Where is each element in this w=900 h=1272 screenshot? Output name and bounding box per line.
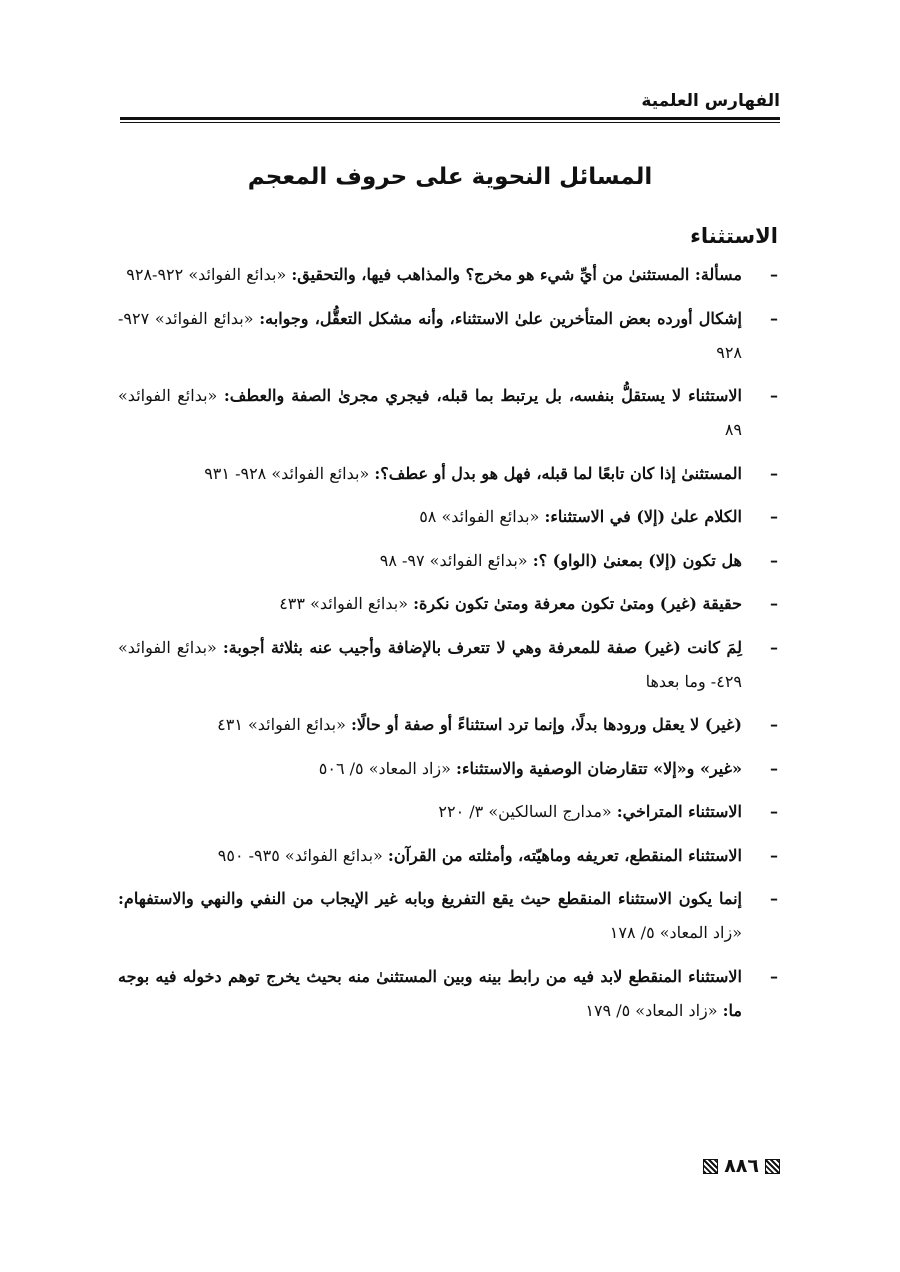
entry-topic: «غير» و«إلا» تتقارضان الوصفية والاستثناء: — [456, 758, 742, 778]
entry-dash: – — [770, 715, 778, 734]
entry-topic: هل تكون (إلا) بمعنىٰ (الواو) ؟: — [532, 550, 742, 570]
entry-reference: «مدارج السالكين» ٣/ ٢٢٠ — [438, 802, 612, 821]
ornament-icon — [703, 1159, 718, 1174]
entry-reference: «زاد المعاد» ٥/ ١٧٩ — [585, 1000, 718, 1020]
entry-reference: «بدائع الفوائد» ٤٣٣ — [279, 594, 408, 613]
entry-reference: «بدائع الفوائد» ٩٢٨- ٩٣١ — [204, 463, 370, 483]
entry-topic: (غير) لا يعقل ورودها بدلًا، وإنما ترد استثناءً أو صفة أو حالًا: — [351, 715, 742, 734]
entry-dash: – — [770, 386, 778, 405]
entry-topic: إشكال أورده بعض المتأخرين علىٰ الاستثناء، وأنه مشكل التعقُّل، وجوابه: — [259, 308, 742, 328]
index-entry — [118, 960, 778, 1028]
entry-reference: «زاد المعاد» ٥/ ١٧٨ — [609, 923, 742, 942]
running-header-title: الفهارس العلمية — [641, 91, 780, 111]
index-entry — [118, 379, 778, 447]
entry-dash: – — [770, 463, 778, 483]
page-title: المسائل النحوية على حروف المعجم — [247, 164, 653, 190]
index-entry — [118, 544, 778, 578]
index-entry — [118, 708, 778, 742]
entry-topic: لِمَ كانت (غير) صفة للمعرفة وهي لا تتعرف بالإضافة وأجيب عنه بثلاثة أجوبة: — [222, 637, 742, 657]
index-entry — [118, 839, 778, 873]
entry-topic: الاستثناء لا يستقلُّ بنفسه، بل يرتبط بما قبله، فيجري مجرىٰ الصفة والعطف: — [223, 386, 743, 405]
section-heading: الاستثناء — [690, 224, 778, 248]
entry-reference: «بدائع الفوائد» ٤٣١ — [217, 715, 346, 734]
entry-topic: المستثنىٰ إذا كان تابعًا لما قبله، فهل هو بدل أو عطف؟: — [374, 463, 742, 483]
index-entry — [118, 587, 778, 621]
entry-dash: – — [770, 966, 778, 986]
entry-topic: الاستثناء المنقطع، تعريفه وماهيّته، وأمثلته من القرآن: — [387, 845, 742, 865]
index-entry — [118, 457, 778, 491]
index-entry — [118, 882, 778, 950]
entry-dash: – — [770, 758, 778, 778]
entry-topic: الاستثناء المتراخي: — [616, 802, 742, 821]
index-entry — [118, 500, 778, 534]
entry-dash: – — [770, 845, 778, 865]
header-rule-thin — [120, 122, 780, 123]
entry-topic: إنما يكون الاستثناء المنقطع حيث يقع التفريغ وبابه غير الإيجاب من النفي والنهي والاستفهام: — [118, 889, 743, 908]
entry-dash: – — [770, 507, 778, 526]
entry-dash: – — [770, 308, 778, 328]
entry-reference: «بدائع الفوائد» ٩٧- ٩٨ — [379, 550, 528, 570]
page-number: ٨٨٦ — [724, 1155, 759, 1177]
entry-dash: – — [770, 637, 778, 657]
entry-reference: «بدائع الفوائد» ٩٢٢-٩٢٨ — [126, 265, 287, 284]
entry-topic: حقيقة (غير) ومتىٰ تكون معرفة ومتىٰ تكون نكرة: — [413, 594, 742, 613]
entry-dash: – — [770, 594, 778, 613]
entry-topic: مسألة: المستثنىٰ من أيِّ شيء هو مخرج؟ والمذاهب فيها، والتحقيق: — [291, 265, 742, 284]
entry-reference: «بدائع الفوائد» ٥٨ — [419, 507, 540, 526]
ornament-icon — [765, 1159, 780, 1174]
index-entry — [118, 752, 778, 786]
entry-dash: – — [770, 802, 778, 821]
entry-reference: «بدائع الفوائد» ٨٩ — [118, 386, 742, 439]
entry-topic: الاستثناء المنقطع لابد فيه من رابط بينه وبين المستثنىٰ منه بحيث يخرج توهم دخوله فيه بوجه ما: — [118, 966, 742, 1020]
entry-dash: – — [770, 889, 778, 908]
index-entry — [118, 258, 778, 292]
entry-reference: «بدائع الفوائد» ٩٢٧- ٩٢٨ — [118, 308, 742, 362]
entry-dash: – — [770, 265, 778, 284]
index-entry — [118, 302, 778, 370]
index-entry — [118, 631, 778, 699]
entry-reference: «بدائع الفوائد» ٩٣٥- ٩٥٠ — [217, 845, 383, 865]
entry-reference: «بدائع الفوائد» ٤٢٩- وما بعدها — [118, 637, 742, 691]
entry-dash: – — [770, 550, 778, 570]
entry-reference: «زاد المعاد» ٥/ ٥٠٦ — [318, 758, 451, 778]
header-rule-thick — [120, 117, 780, 120]
index-entry — [118, 795, 778, 829]
entry-list — [118, 258, 778, 1037]
page-number-block — [703, 1153, 780, 1179]
entry-topic: الكلام علىٰ (إلا) في الاستثناء: — [544, 507, 742, 526]
